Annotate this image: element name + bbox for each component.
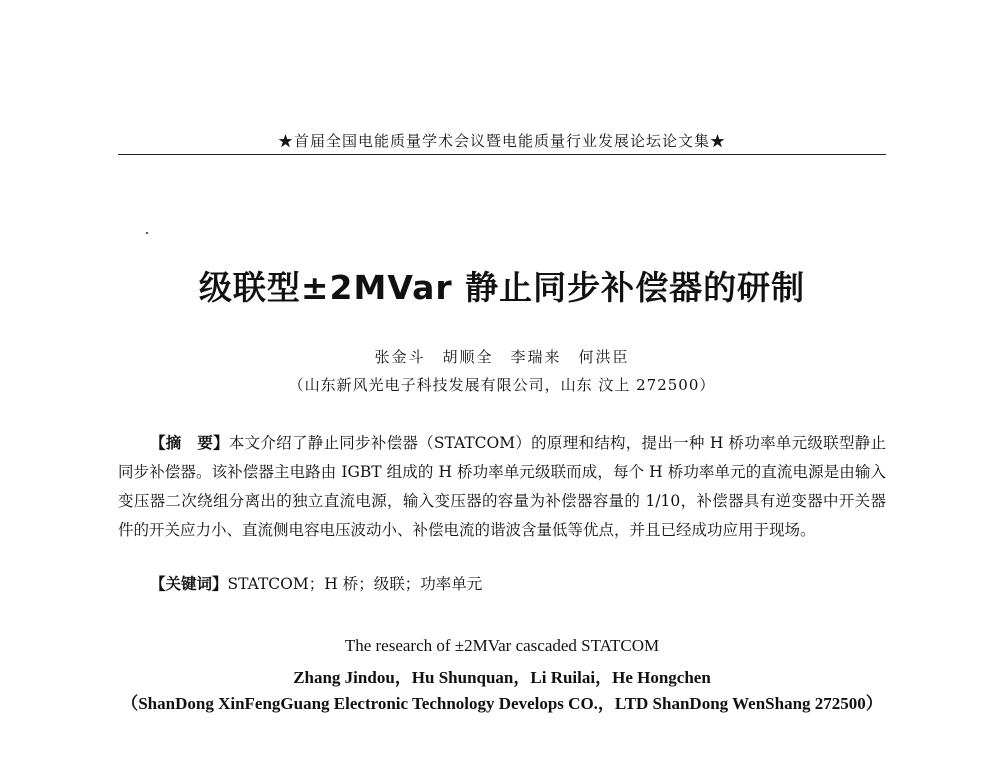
proceedings-header: ★首届全国电能质量学术会议暨电能质量行业发展论坛论文集★: [277, 132, 726, 150]
affiliation-cn: （山东新风光电子科技发展有限公司，山东 汶上 272500）: [288, 376, 716, 394]
abstract-cn: [118, 428, 886, 545]
abstract-label: 【摘 要】: [150, 433, 229, 452]
authors-cn: 张金斗 胡顺全 李瑞来 何洪臣: [374, 348, 630, 366]
header-rule: [118, 154, 886, 155]
keywords-cn: [150, 572, 886, 594]
scan-speck: [146, 232, 148, 234]
affiliation-en: （ShanDong XinFengGuang Electronic Technology Develops CO.，LTD ShanDong WenShang 272500）: [121, 694, 883, 713]
paper-title-cn: 级联型±2MVar 静止同步补偿器的研制: [198, 268, 806, 307]
paper-title-en: The research of ±2MVar cascaded STATCOM: [344, 636, 660, 655]
abstract-text: 本文介绍了静止同步补偿器（STATCOM）的原理和结构，提出一种 H 桥功率单元级联型静止同步补偿器。该补偿器主电路由 IGBT 组成的 H 桥功率单元级联而成，每个 H 桥功率单元的直流电源是由输入变压器二次绕组分离出的独立直流电源，输入变压器的容量为补偿器容量的 1/10，补偿器具有逆变器中开关器件的开关应力小、直流侧电容电压波动小、补偿电流的谐波含量低等优点，并且已经成功应用于现场。: [118, 434, 886, 539]
keywords-label: 【关键词】: [150, 574, 228, 593]
authors-en: Zhang Jindou，Hu Shunquan，Li Ruilai，He Hongchen: [293, 668, 711, 687]
keywords-text: STATCOM；H 桥；级联；功率单元: [227, 575, 483, 593]
